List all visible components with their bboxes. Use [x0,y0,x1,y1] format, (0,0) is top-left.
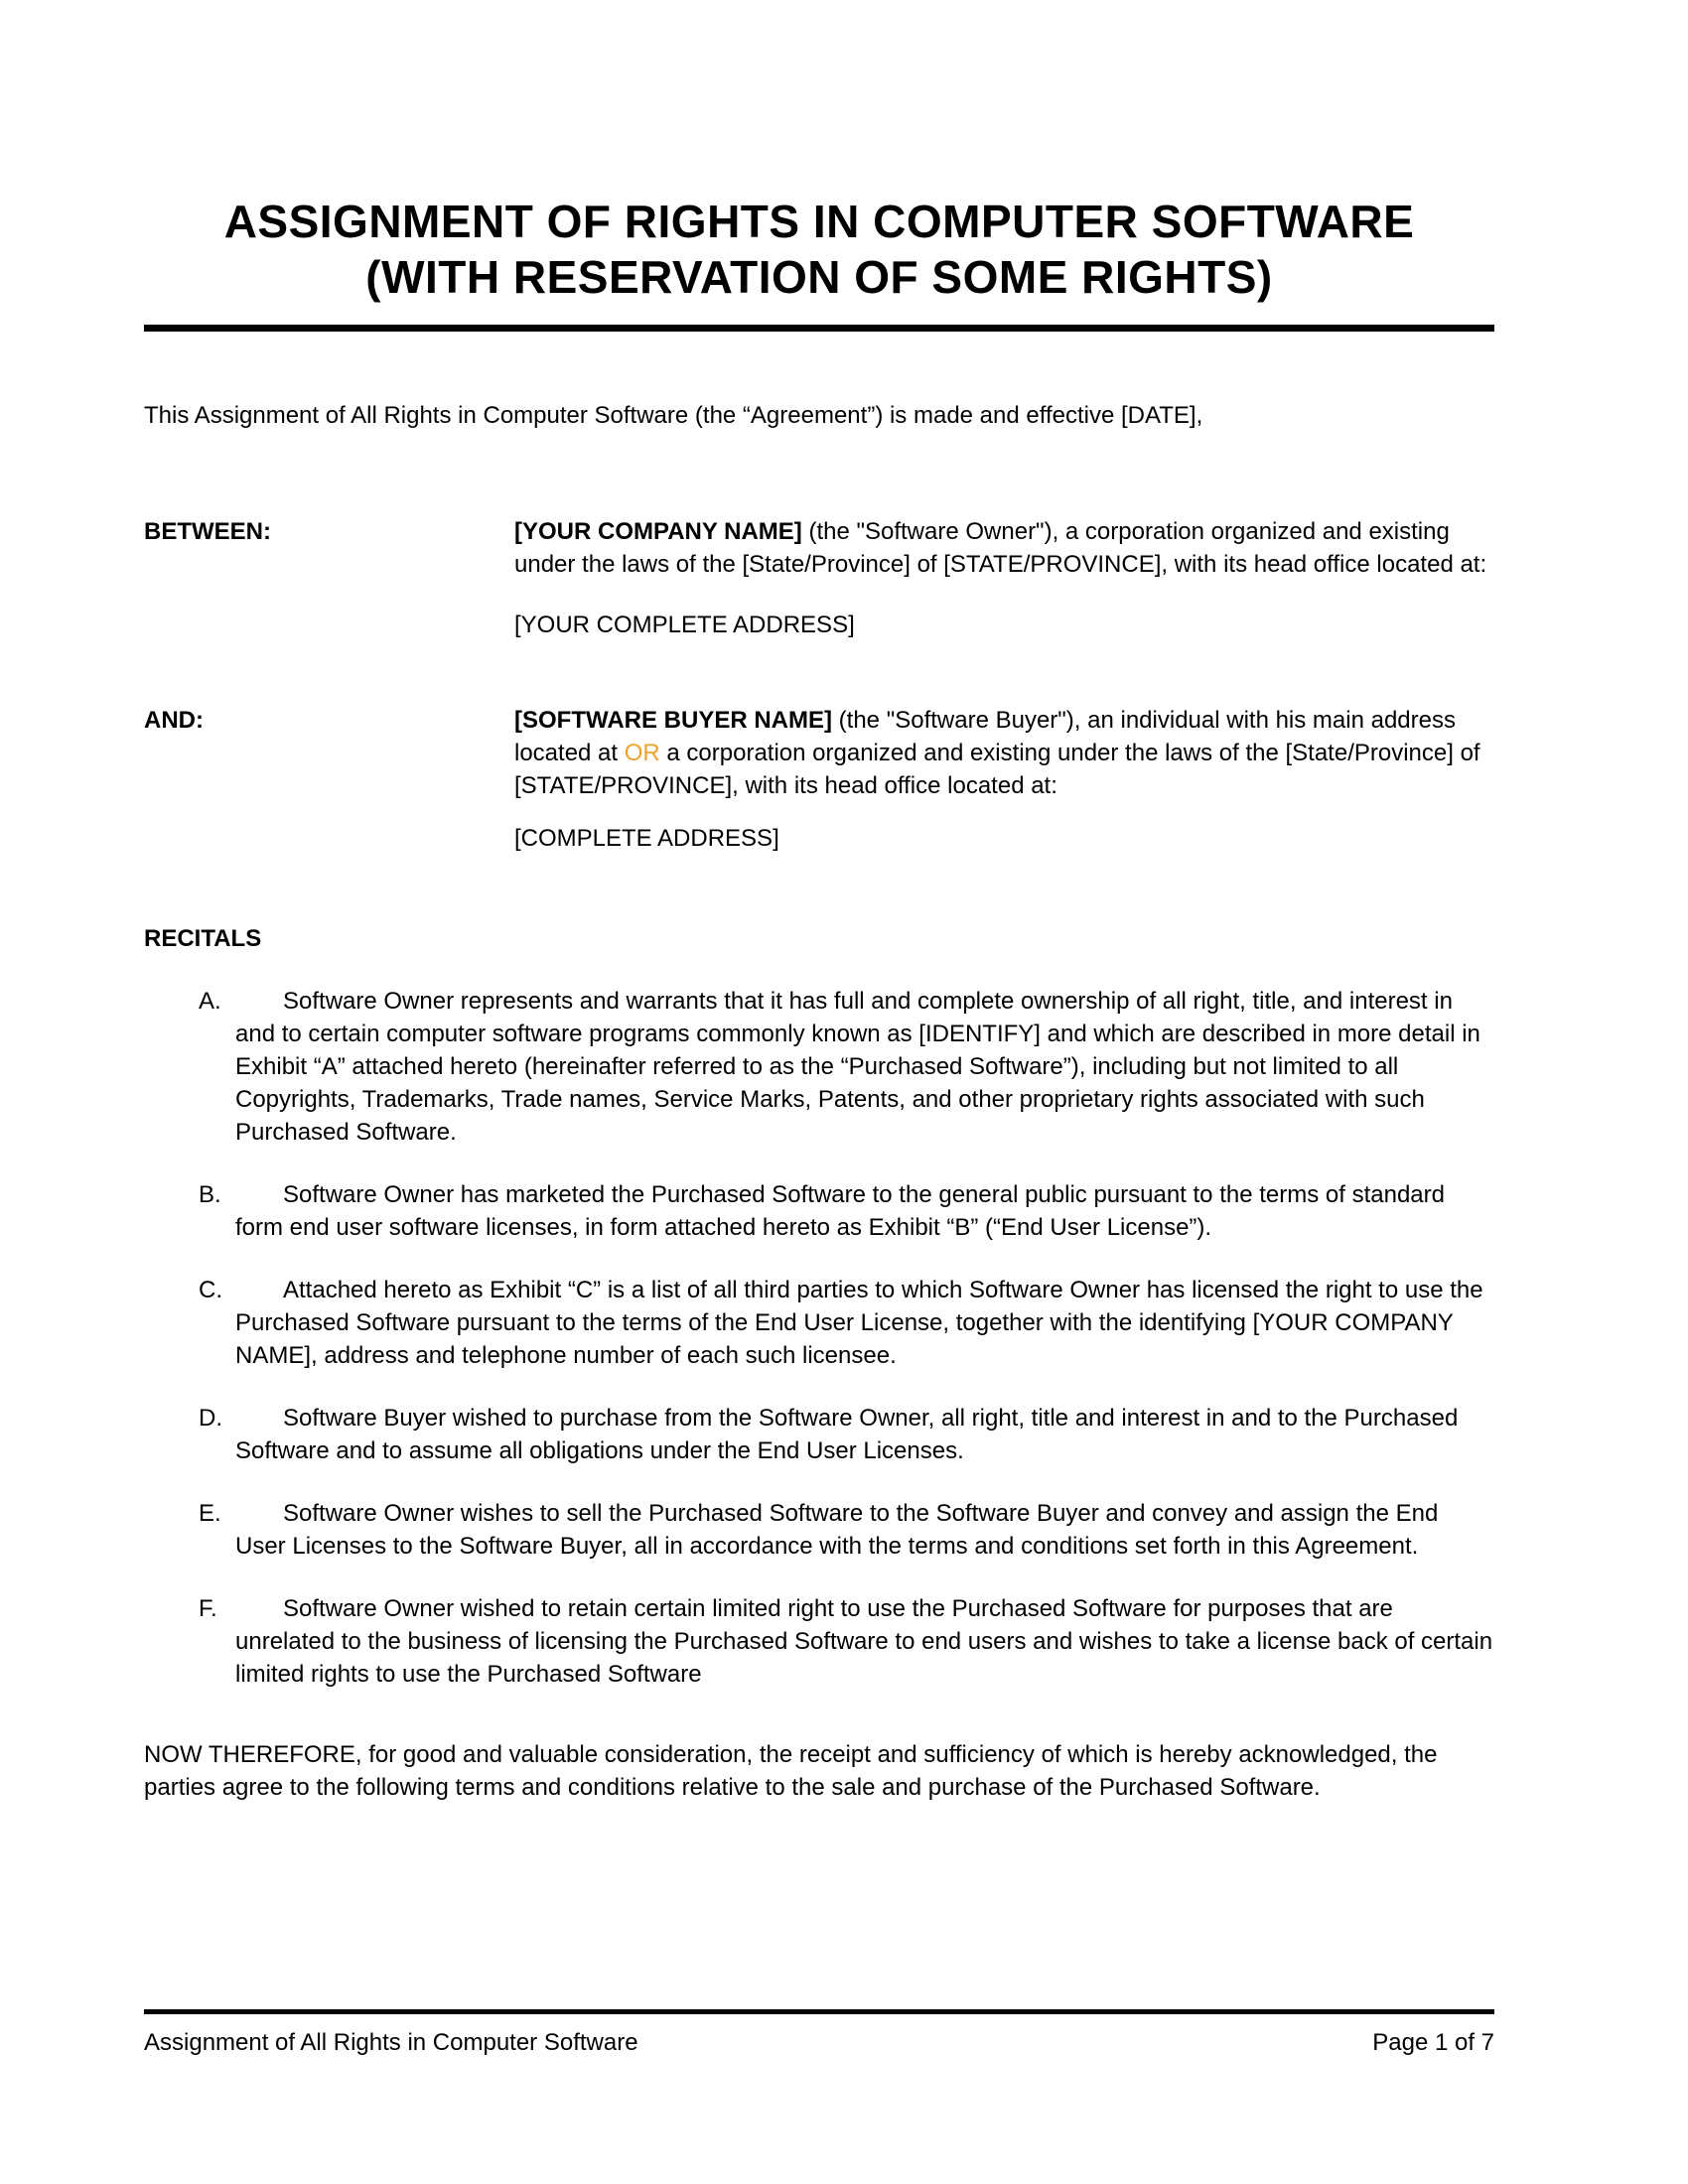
buyer-name-placeholder: [SOFTWARE BUYER NAME] [514,707,832,734]
party-body-software-buyer [514,704,1494,802]
owner-address-placeholder: [YOUR COMPLETE ADDRESS] [514,612,855,638]
recital-marker-b: B. [199,1181,221,1208]
recital-text-e: Software Owner wishes to sell the Purchased Software to the Software Buyer and convey and assign the End User Licenses to the Software Buyer, all in accordance with the terms and conditions set forth in this Agreement. [235,1500,1439,1560]
recital-marker-a: A. [199,988,221,1015]
recital-item-a [199,985,1494,1149]
recital-marker-e: E. [199,1500,221,1527]
recital-text-d: Software Buyer wished to purchase from the Software Owner, all right, title and interest in and to the Purchased Software and to assume all obligations under the End User Licenses. [235,1405,1459,1464]
software-owner-description: (the "Software Owner"), a corporation organized and existing under the laws of the [State/Province] of [STATE/PROVINCE], with its head office located at: [514,518,1487,578]
recital-item-b [199,1178,1494,1244]
page-footer [144,2009,1494,2059]
recital-item-c [199,1274,1494,1372]
recital-item-d [199,1402,1494,1467]
recital-marker-c: C. [199,1277,222,1303]
recital-text-b: Software Owner has marketed the Purchased Software to the general public pursuant to the terms of standard form end user software licenses, in form attached hereto as Exhibit “B” (“End User License”). [235,1181,1445,1241]
recital-text-a: Software Owner represents and warrants that it has full and complete ownership of all right, title, and interest in and to certain computer software programs commonly known as [IDENTIFY] and which are described in more detail in Exhibit “A” attached hereto (hereinafter referred to as the “Purchased Software”), including but not limited to all Copyrights, Trademarks, Trade names, Service Marks, Patents, and other proprietary rights associated with such Purchased Software. [235,988,1480,1146]
party-body-software-owner [514,515,1494,581]
document-title-line1: ASSIGNMENT OF RIGHTS IN COMPUTER SOFTWARE [223,196,1415,247]
buyer-description-part2: a corporation organized and existing under the laws of the [State/Province] of [STATE/PROVINCE], with its head office located at: [514,740,1480,799]
party-label-and: AND: [144,707,204,734]
or-highlight: OR [624,740,660,766]
party-row-and [144,704,1494,802]
recital-marker-d: D. [199,1405,222,1432]
closing-paragraph: NOW THEREFORE, for good and valuable consideration, the receipt and sufficiency of which is hereby acknowledged, the parties agree to the following terms and conditions relative to the sale and purchase of the Purchased Software. [144,1741,1438,1801]
recital-text-f: Software Owner wished to retain certain limited right to use the Purchased Software for purposes that are unrelated to the business of licensing the Purchased Software to end users and wishes to take a license back of certain limited rights to use the Purchased Software [235,1595,1493,1688]
party-label-between: BETWEEN: [144,518,271,545]
company-name-placeholder: [YOUR COMPANY NAME] [514,518,802,545]
buyer-address-placeholder: [COMPLETE ADDRESS] [514,825,779,852]
recital-marker-f: F. [199,1595,217,1622]
document-title-line2: (WITH RESERVATION OF SOME RIGHTS) [365,251,1273,303]
recital-item-e [199,1497,1494,1563]
document-title [144,0,1494,305]
recital-item-f [199,1592,1494,1691]
buyer-description-part1: (the "Software Buyer"), an individual with his main address located at [514,707,1456,766]
intro-paragraph: This Assignment of All Rights in Computer Software (the “Agreement”) is made and effective [DATE], [144,402,1203,429]
footer-page-number: Page 1 of 7 [1372,2029,1494,2056]
title-divider-rule [144,325,1494,332]
footer-document-title: Assignment of All Rights in Computer Software [144,2029,638,2056]
party-row-between [144,515,1494,581]
recital-text-c: Attached hereto as Exhibit “C” is a list of all third parties to which Software Owner has licensed the right to use the Purchased Software pursuant to the terms of the End User License, together with the identifying [YOUR COMPANY NAME], address and telephone number of each such licensee. [235,1277,1483,1369]
recitals-heading: RECITALS [144,925,262,952]
